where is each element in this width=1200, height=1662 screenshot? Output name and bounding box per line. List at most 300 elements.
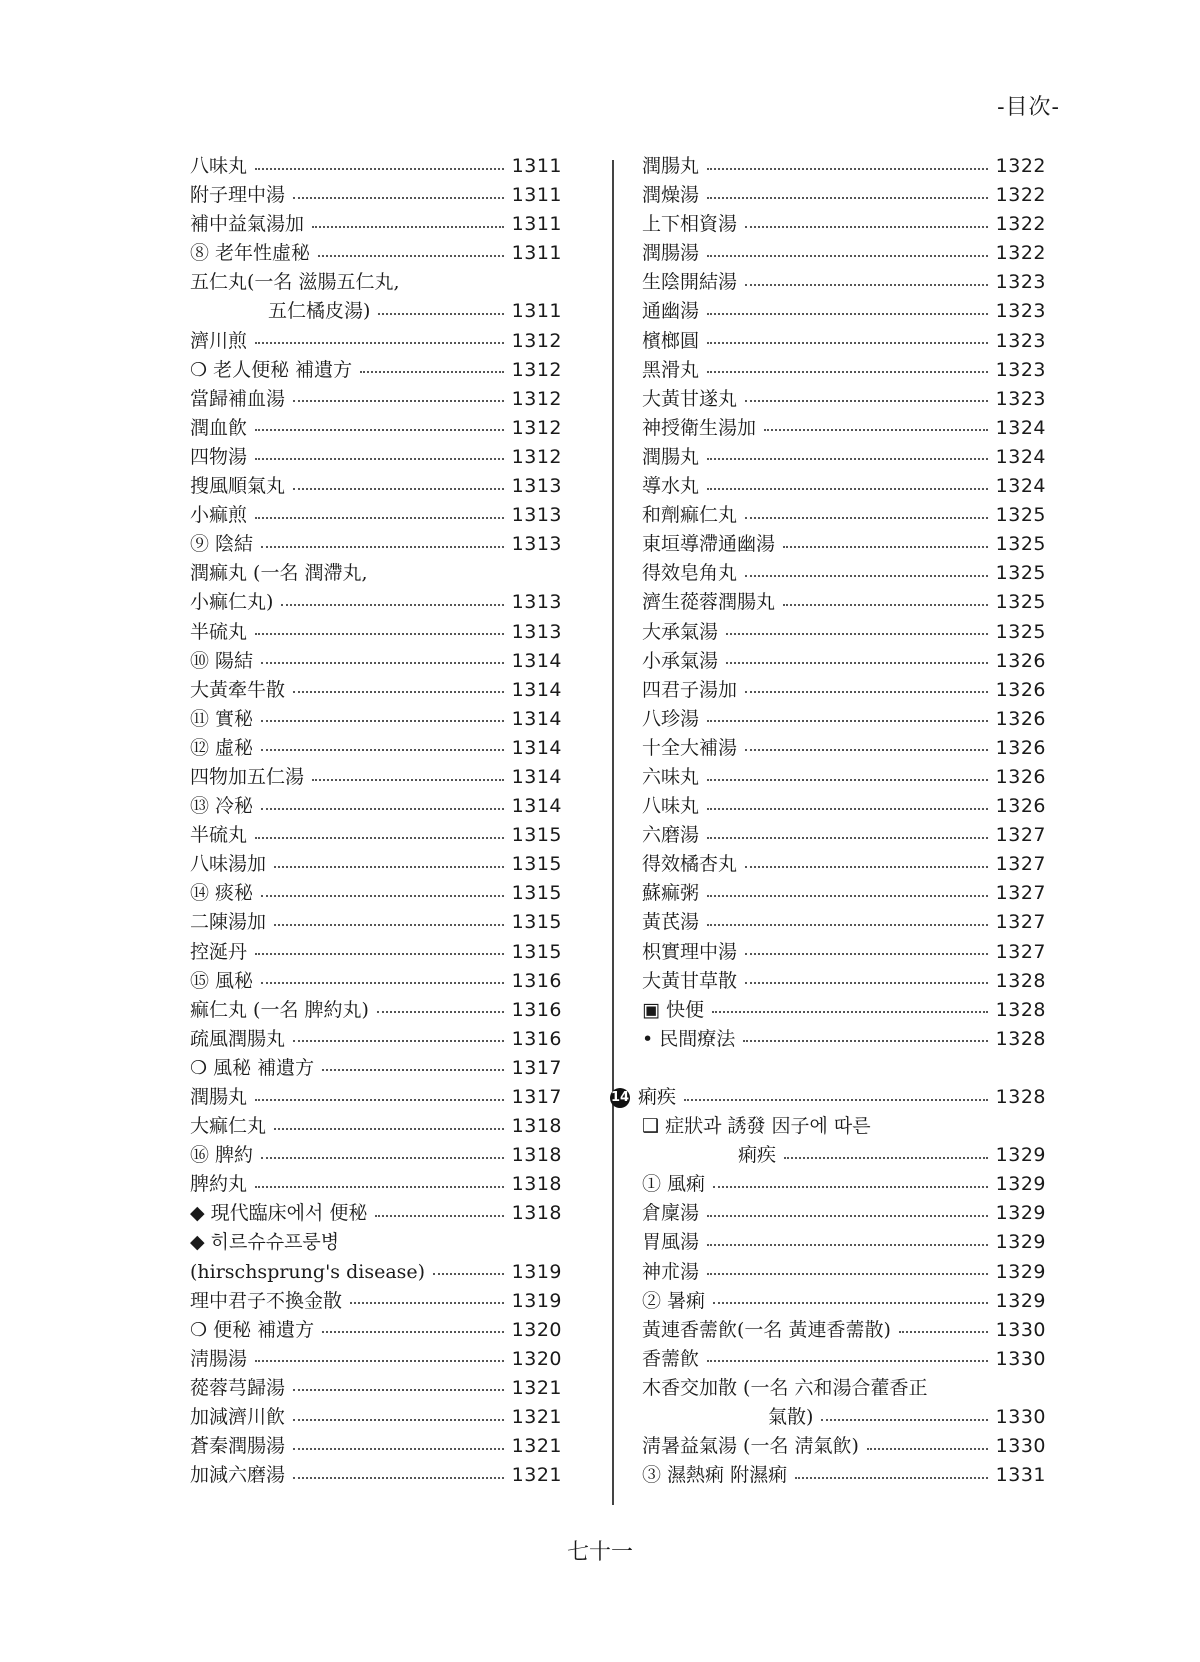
toc-entry — [190, 1403, 562, 1432]
dot-leader — [745, 575, 988, 577]
toc-entry — [190, 501, 562, 530]
toc-entry-title: ⑩ 陽結 — [190, 649, 254, 672]
dot-leader — [255, 168, 504, 170]
dot-leader — [707, 1273, 988, 1275]
toc-entry — [642, 792, 1046, 821]
toc-entry — [190, 734, 562, 763]
toc-entry-title: ⑪ 實秘 — [190, 707, 254, 730]
toc-entry-title: 五仁橘皮湯) — [268, 300, 371, 323]
toc-entry — [642, 210, 1046, 239]
toc-entry-page: 1311 — [511, 300, 562, 323]
toc-entry — [642, 356, 1046, 385]
dot-leader — [726, 633, 988, 635]
toc-entry — [642, 1374, 1046, 1403]
toc-entry-page: 1312 — [511, 445, 562, 468]
dot-leader — [713, 1186, 988, 1188]
toc-entry — [190, 443, 562, 472]
toc-entry — [642, 1432, 1046, 1461]
dot-leader — [255, 1099, 504, 1101]
toc-entry — [190, 1112, 562, 1141]
dot-leader — [743, 1040, 987, 1042]
toc-entry-title: ⑨ 陰結 — [190, 533, 254, 556]
dot-leader — [293, 197, 504, 199]
dot-leader — [707, 1244, 988, 1246]
toc-entry — [642, 676, 1046, 705]
toc-entry — [642, 1170, 1046, 1199]
toc-entry — [190, 1054, 562, 1083]
toc-entry-page: 1311 — [511, 242, 562, 265]
dot-leader — [764, 429, 988, 431]
toc-entry-page: 1325 — [995, 620, 1046, 643]
toc-entry-page: 1326 — [995, 649, 1046, 672]
toc-entry-title: 潤腸丸 — [190, 1086, 248, 1108]
dot-leader — [322, 1331, 504, 1333]
toc-entry — [642, 588, 1046, 617]
toc-entry-page: 1329 — [995, 1144, 1046, 1167]
dot-leader — [378, 313, 503, 315]
toc-entry-page: 1325 — [995, 533, 1046, 556]
dot-leader — [707, 924, 988, 926]
toc-entry — [642, 938, 1046, 967]
toc-entry-title: 四物湯 — [190, 445, 248, 468]
toc-entry — [190, 414, 562, 443]
toc-entry-title: 神朮湯 — [642, 1260, 700, 1283]
toc-entry-title: ⑭ 痰秘 — [190, 882, 254, 905]
toc-entry-title: ❍ 老人便秘 補遺方 — [190, 358, 353, 381]
toc-entry-title: 小承氣湯 — [642, 649, 719, 672]
toc-entry — [642, 996, 1046, 1025]
toc-entry-title: 八珍湯 — [642, 707, 700, 730]
toc-entry — [190, 152, 562, 181]
toc-entry-page: 1327 — [995, 911, 1046, 934]
dot-leader — [261, 808, 504, 810]
dot-leader — [255, 342, 504, 344]
toc-entry-title: 潤腸湯 — [642, 242, 700, 265]
toc-entry — [642, 501, 1046, 530]
toc-entry — [642, 821, 1046, 850]
toc-entry-title: 八味丸 — [642, 795, 700, 818]
dot-leader — [255, 458, 504, 460]
toc-entry-title: 補中益氣湯加 — [190, 213, 305, 236]
dot-leader — [274, 866, 504, 868]
dot-leader — [707, 458, 988, 460]
toc-entry-title: 淸暑益氣湯 (一名 淸氣飮) — [642, 1435, 859, 1458]
toc-entry-title: 痲仁丸 (一名 脾約丸) — [190, 998, 369, 1021]
toc-entry-page: 1318 — [511, 1202, 562, 1225]
toc-entry — [190, 647, 562, 676]
toc-entry-page: 1325 — [995, 591, 1046, 614]
toc-entry — [642, 414, 1046, 443]
toc-entry-title: (hirschsprung's disease) — [190, 1260, 426, 1283]
dot-leader — [713, 1302, 988, 1304]
toc-entry-page: 1322 — [995, 155, 1046, 177]
dot-leader — [261, 982, 504, 984]
toc-entry — [642, 297, 1046, 326]
dot-leader — [745, 982, 988, 984]
toc-entry-title: 黃連香薷飮(一名 黃連香薷散) — [642, 1318, 891, 1341]
toc-entry-page: 1323 — [995, 387, 1046, 410]
toc-entry-title: 當歸補血湯 — [190, 387, 286, 410]
toc-entry-page: 1312 — [511, 387, 562, 410]
toc-entry-title: 黑滑丸 — [642, 358, 700, 381]
dot-leader — [899, 1331, 988, 1333]
toc-entry-page: 1326 — [995, 707, 1046, 730]
toc-entry-page: 1323 — [995, 358, 1046, 381]
dot-leader — [261, 749, 504, 751]
dot-leader — [707, 371, 988, 373]
toc-entry — [642, 1316, 1046, 1345]
toc-entry-page: 1330 — [995, 1318, 1046, 1341]
dot-leader — [274, 1128, 504, 1130]
toc-entry-title: 導水丸 — [642, 475, 700, 498]
toc-entry-page: 1325 — [995, 504, 1046, 527]
toc-entry — [190, 472, 562, 501]
dot-leader — [322, 1069, 504, 1071]
dot-leader — [707, 342, 988, 344]
dot-leader — [745, 866, 988, 868]
toc-entry — [610, 1083, 1046, 1112]
dot-leader — [783, 604, 988, 606]
dot-leader — [293, 1419, 504, 1421]
toc-entry-page: 1327 — [995, 882, 1046, 905]
toc-entry — [190, 1083, 562, 1112]
dot-leader — [684, 1099, 988, 1101]
toc-entry-page: 1326 — [995, 736, 1046, 759]
toc-entry — [190, 879, 562, 908]
toc-entry — [642, 879, 1046, 908]
toc-entry — [190, 1287, 562, 1316]
toc-entry-title: ⑯ 脾約 — [190, 1144, 254, 1167]
toc-entry — [642, 763, 1046, 792]
toc-entry-title: 潤血飮 — [190, 416, 248, 439]
toc-entry — [190, 821, 562, 850]
toc-entry-title: 半硫丸 — [190, 620, 248, 643]
toc-entry — [190, 1345, 562, 1374]
toc-entry-page: 1328 — [995, 998, 1046, 1021]
toc-entry — [642, 618, 1046, 647]
toc-entry — [642, 1025, 1046, 1054]
toc-entry-page: 1320 — [511, 1347, 562, 1370]
toc-entry — [190, 588, 562, 617]
toc-entry-page: 1317 — [511, 1086, 562, 1108]
toc-entry-title: 濟川煎 — [190, 329, 248, 352]
toc-entry — [642, 1258, 1046, 1287]
toc-entry-page: 1326 — [995, 795, 1046, 818]
toc-entry-title: 東垣導滯通幽湯 — [642, 533, 776, 556]
toc-entry — [190, 967, 562, 996]
toc-entry-title: 黃芪湯 — [642, 911, 700, 934]
toc-entry-title: ⑮ 風秘 — [190, 969, 254, 992]
dot-leader — [795, 1477, 988, 1479]
toc-entry — [190, 530, 562, 559]
dot-leader — [312, 779, 504, 781]
toc-entry-page: 1314 — [511, 707, 562, 730]
dot-leader — [255, 517, 504, 519]
toc-entry — [190, 1461, 562, 1490]
toc-entry-title: 五仁丸(一名 滋腸五仁丸, — [190, 271, 400, 294]
toc-entry — [190, 181, 562, 210]
toc-entry-page: 1319 — [511, 1289, 562, 1312]
toc-entry-title: 十全大補湯 — [642, 736, 738, 759]
toc-entry-page: 1318 — [511, 1144, 562, 1167]
toc-entry-page: 1313 — [511, 533, 562, 556]
toc-entry-page: 1329 — [995, 1289, 1046, 1312]
toc-entry — [190, 1432, 562, 1461]
toc-entry-page: 1313 — [511, 504, 562, 527]
toc-entry — [190, 1316, 562, 1345]
toc-entry — [642, 1461, 1046, 1490]
toc-entry-title: 六磨湯 — [642, 824, 700, 847]
toc-entry — [642, 268, 1046, 297]
toc-entry-title: ▣ 快便 — [642, 998, 704, 1021]
toc-entry-title: 潤腸丸 — [642, 445, 700, 468]
toc-entry-page: 1314 — [511, 765, 562, 788]
toc-entry — [190, 908, 562, 937]
toc-entry-title — [610, 1083, 676, 1112]
toc-entry-page: 1324 — [995, 416, 1046, 439]
dot-leader — [783, 546, 988, 548]
dot-leader — [707, 197, 988, 199]
toc-entry-title: 小痲仁丸) — [190, 591, 274, 614]
toc-entry-title: 理中君子不換金散 — [190, 1289, 343, 1312]
toc-entry-title: 潤燥湯 — [642, 184, 700, 207]
toc-entry-title: ⑫ 虛秘 — [190, 736, 254, 759]
toc-entry-title: ◆ 히르슈슈프룽병 — [190, 1231, 340, 1254]
toc-entry — [642, 443, 1046, 472]
toc-entry-page: 1325 — [995, 562, 1046, 585]
dot-leader — [784, 1157, 988, 1159]
toc-entry-page: 1315 — [511, 911, 562, 934]
toc-entry — [642, 734, 1046, 763]
toc-entry-title: 脾約丸 — [190, 1173, 248, 1196]
toc-entry — [190, 618, 562, 647]
toc-entry-page: 1312 — [511, 358, 562, 381]
section-header: -目次- — [997, 95, 1060, 120]
dot-leader — [707, 808, 988, 810]
toc-entry — [642, 327, 1046, 356]
toc-entry-page: 1312 — [511, 416, 562, 439]
toc-entry — [190, 763, 562, 792]
toc-entry-title: 二陳湯加 — [190, 911, 267, 934]
chapter-number-badge: 14 — [610, 1088, 630, 1108]
toc-entry-page: 1314 — [511, 678, 562, 701]
dot-leader — [707, 837, 988, 839]
dot-leader — [293, 1389, 504, 1391]
dot-leader — [312, 226, 504, 228]
toc-entry-title: 木香交加散 (一名 六和湯合藿香正 — [642, 1376, 928, 1399]
toc-entry-title: 氣散) — [768, 1406, 814, 1429]
dot-leader — [261, 662, 504, 664]
toc-entry — [642, 1345, 1046, 1374]
toc-entry-title: 八味湯加 — [190, 853, 267, 876]
dot-leader — [377, 1011, 504, 1013]
toc-entry — [642, 1403, 1046, 1432]
toc-entry — [190, 1141, 562, 1170]
toc-entry-title: ❍ 風秘 補遺方 — [190, 1056, 315, 1079]
toc-entry — [642, 1112, 1046, 1141]
toc-entry — [642, 152, 1046, 181]
toc-entry — [190, 850, 562, 879]
toc-entry-title: 蒼秦潤腸湯 — [190, 1435, 286, 1458]
toc-entry-title: 香薷飮 — [642, 1347, 700, 1370]
toc-entry-page: 1323 — [995, 271, 1046, 294]
dot-leader — [255, 837, 504, 839]
toc-entry-page: 1314 — [511, 795, 562, 818]
toc-left-column — [190, 152, 562, 1490]
toc-entry — [642, 559, 1046, 588]
toc-entry — [642, 1287, 1046, 1316]
toc-entry — [190, 1170, 562, 1199]
toc-entry — [642, 181, 1046, 210]
toc-entry-title: 得效橘杏丸 — [642, 853, 738, 876]
dot-leader — [821, 1419, 987, 1421]
toc-entry — [642, 530, 1046, 559]
toc-entry-page: 1315 — [511, 940, 562, 963]
toc-entry-page: 1327 — [995, 824, 1046, 847]
toc-entry-page: 1316 — [511, 998, 562, 1021]
toc-entry-page: 1321 — [511, 1376, 562, 1399]
toc-entry-title: 搜風順氣丸 — [190, 475, 286, 498]
toc-entry-page: 1323 — [995, 300, 1046, 323]
toc-entry — [190, 1025, 562, 1054]
dot-leader — [293, 488, 504, 490]
toc-entry-page: 1312 — [511, 329, 562, 352]
dot-leader — [867, 1448, 988, 1450]
dot-leader — [261, 720, 504, 722]
toc-entry-title: 檳榔圓 — [642, 329, 700, 352]
toc-entry-title: 大承氣湯 — [642, 620, 719, 643]
dot-leader — [261, 1157, 504, 1159]
toc-entry-title: 加減濟川飮 — [190, 1406, 286, 1429]
dot-leader — [293, 691, 504, 693]
toc-entry-page: 1328 — [995, 969, 1046, 992]
dot-leader — [350, 1302, 504, 1304]
dot-leader — [261, 546, 504, 548]
toc-entry — [190, 938, 562, 967]
dot-leader — [745, 517, 988, 519]
dot-leader — [707, 168, 988, 170]
toc-entry-page: 1330 — [995, 1347, 1046, 1370]
toc-entry-page: 1324 — [995, 475, 1046, 498]
toc-entry-page: 1311 — [511, 213, 562, 236]
dot-leader — [707, 1215, 988, 1217]
dot-leader — [375, 1215, 503, 1217]
toc-entry-page: 1320 — [511, 1318, 562, 1341]
toc-entry-title: 大黃甘遂丸 — [642, 387, 738, 410]
toc-entry-title: 胃風湯 — [642, 1231, 700, 1254]
toc-entry — [642, 967, 1046, 996]
toc-entry — [190, 1258, 562, 1287]
toc-entry — [190, 210, 562, 239]
toc-right-column — [610, 152, 1046, 1490]
toc-entry-title: 潤腸丸 — [642, 155, 700, 177]
toc-entry-page: 1318 — [511, 1115, 562, 1138]
toc-entry-page: 1322 — [995, 184, 1046, 207]
toc-entry-page: 1321 — [511, 1406, 562, 1429]
toc-entry-title: ② 暑痢 — [642, 1289, 706, 1312]
column-divider — [612, 160, 614, 1505]
toc-entry-page: 1315 — [511, 882, 562, 905]
dot-leader — [255, 953, 504, 955]
toc-entry-page: 1313 — [511, 475, 562, 498]
page-number: 七十一 — [566, 1540, 633, 1565]
dot-leader — [261, 895, 504, 897]
dot-leader — [707, 255, 988, 257]
toc-entry-title: 小痲煎 — [190, 504, 248, 527]
toc-entry-title: ❍ 便秘 補遺方 — [190, 1318, 315, 1341]
toc-entry-title: 神授衛生湯加 — [642, 416, 757, 439]
dot-leader — [433, 1273, 504, 1275]
toc-entry-page: 1323 — [995, 329, 1046, 352]
toc-entry-title: 附子理中湯 — [190, 184, 286, 207]
toc-entry-page: 1313 — [511, 591, 562, 614]
toc-entry-title: 得效皂角丸 — [642, 562, 738, 585]
toc-entry-title: ⑬ 冷秘 — [190, 795, 254, 818]
toc-entry-page: 1330 — [995, 1435, 1046, 1458]
toc-entry-title: 四物加五仁湯 — [190, 765, 305, 788]
toc-entry-title: 大黃牽牛散 — [190, 678, 286, 701]
toc-entry — [190, 676, 562, 705]
dot-leader — [745, 691, 988, 693]
toc-entry-title: 八味丸 — [190, 155, 248, 177]
toc-entry-title: 大痲仁丸 — [190, 1115, 267, 1138]
toc-entry-title: 生陰開結湯 — [642, 271, 738, 294]
toc-entry-page: 1311 — [511, 184, 562, 207]
toc-entry — [190, 792, 562, 821]
dot-leader — [707, 895, 988, 897]
toc-entry-page: 1314 — [511, 736, 562, 759]
dot-leader — [255, 1360, 504, 1362]
toc-entry-title: 潤痲丸 (一名 潤滯丸, — [190, 562, 368, 585]
dot-leader — [318, 255, 504, 257]
toc-entry — [642, 850, 1046, 879]
toc-entry-page: 1317 — [511, 1056, 562, 1079]
toc-entry-title: ◆ 現代臨床에서 便秘 — [190, 1202, 368, 1225]
dot-leader — [712, 1011, 988, 1013]
toc-entry-page: 1321 — [511, 1435, 562, 1458]
toc-entry-page: 1311 — [511, 155, 562, 177]
dot-leader — [707, 779, 988, 781]
toc-entry-page: 1315 — [511, 824, 562, 847]
dot-leader — [745, 400, 988, 402]
dot-leader — [745, 749, 988, 751]
toc-entry-title: 通幽湯 — [642, 300, 700, 323]
dot-leader — [255, 1186, 504, 1188]
toc-entry-page: 1318 — [511, 1173, 562, 1196]
dot-leader — [293, 400, 504, 402]
toc-entry-title: 半硫丸 — [190, 824, 248, 847]
dot-leader — [293, 1477, 504, 1479]
toc-entry-page: 1329 — [995, 1202, 1046, 1225]
toc-entry — [190, 297, 562, 326]
toc-entry-page: 1315 — [511, 853, 562, 876]
toc-entry-page: 1327 — [995, 940, 1046, 963]
toc-entry-page: 1329 — [995, 1231, 1046, 1254]
toc-entry-page: 1329 — [995, 1260, 1046, 1283]
dot-leader — [293, 1040, 504, 1042]
toc-entry-page: 1313 — [511, 620, 562, 643]
toc-entry — [190, 1199, 562, 1228]
toc-entry-title: 疏風潤腸丸 — [190, 1027, 286, 1050]
toc-entry-page: 1328 — [995, 1027, 1046, 1050]
toc-entry — [190, 559, 562, 588]
dot-leader — [707, 1360, 988, 1362]
toc-entry-title: 六味丸 — [642, 765, 700, 788]
toc-entry-page: 1324 — [995, 445, 1046, 468]
toc-entry-title: 倉廩湯 — [642, 1202, 700, 1225]
toc-entry-title: 上下相資湯 — [642, 213, 738, 236]
dot-leader — [255, 633, 504, 635]
